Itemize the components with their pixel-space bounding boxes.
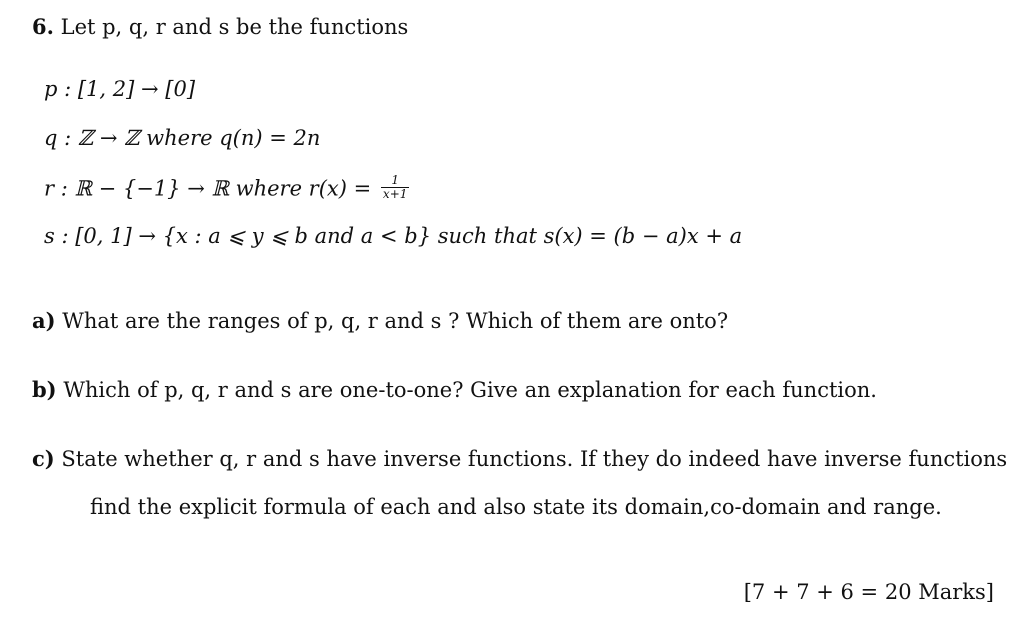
part-a-text: What are the ranges of p, q, r and s ? Which of them are onto? bbox=[62, 309, 729, 333]
function-p-definition: p : [1, 2] → [0] bbox=[44, 77, 196, 101]
part-b bbox=[32, 379, 877, 401]
fraction-denominator: x+1 bbox=[382, 186, 408, 201]
function-r-prefix: r : ℝ − {−1} → ℝ where r(x) = bbox=[44, 176, 372, 201]
marks-total: [7 + 7 + 6 = 20 Marks] bbox=[743, 580, 994, 604]
part-c-label: c) bbox=[32, 446, 55, 471]
part-a-label: a) bbox=[32, 308, 56, 333]
question-number: 6. bbox=[32, 14, 54, 39]
part-c-text-line1: State whether q, r and s have inverse functions. If they do indeed have inverse functions bbox=[61, 447, 1008, 471]
part-a bbox=[32, 310, 728, 332]
question-intro-text: Let p, q, r and s be the functions bbox=[60, 15, 409, 39]
function-q-definition: q : ℤ → ℤ where q(n) = 2n bbox=[44, 126, 321, 150]
question-intro bbox=[32, 16, 408, 38]
part-b-label: b) bbox=[32, 377, 57, 402]
function-r-fraction bbox=[381, 174, 409, 200]
function-s-definition: s : [0, 1] → {x : a ⩽ y ⩽ b and a < b} such that s(x) = (b − a)x + a bbox=[44, 224, 743, 248]
part-c-text-line2: find the explicit formula of each and also state its domain,co-domain and range. bbox=[90, 495, 942, 519]
part-b-text: Which of p, q, r and s are one-to-one? Give an explanation for each function. bbox=[63, 378, 877, 402]
function-r-definition bbox=[44, 173, 409, 203]
part-c bbox=[32, 448, 1007, 470]
fraction-numerator: 1 bbox=[381, 174, 409, 188]
